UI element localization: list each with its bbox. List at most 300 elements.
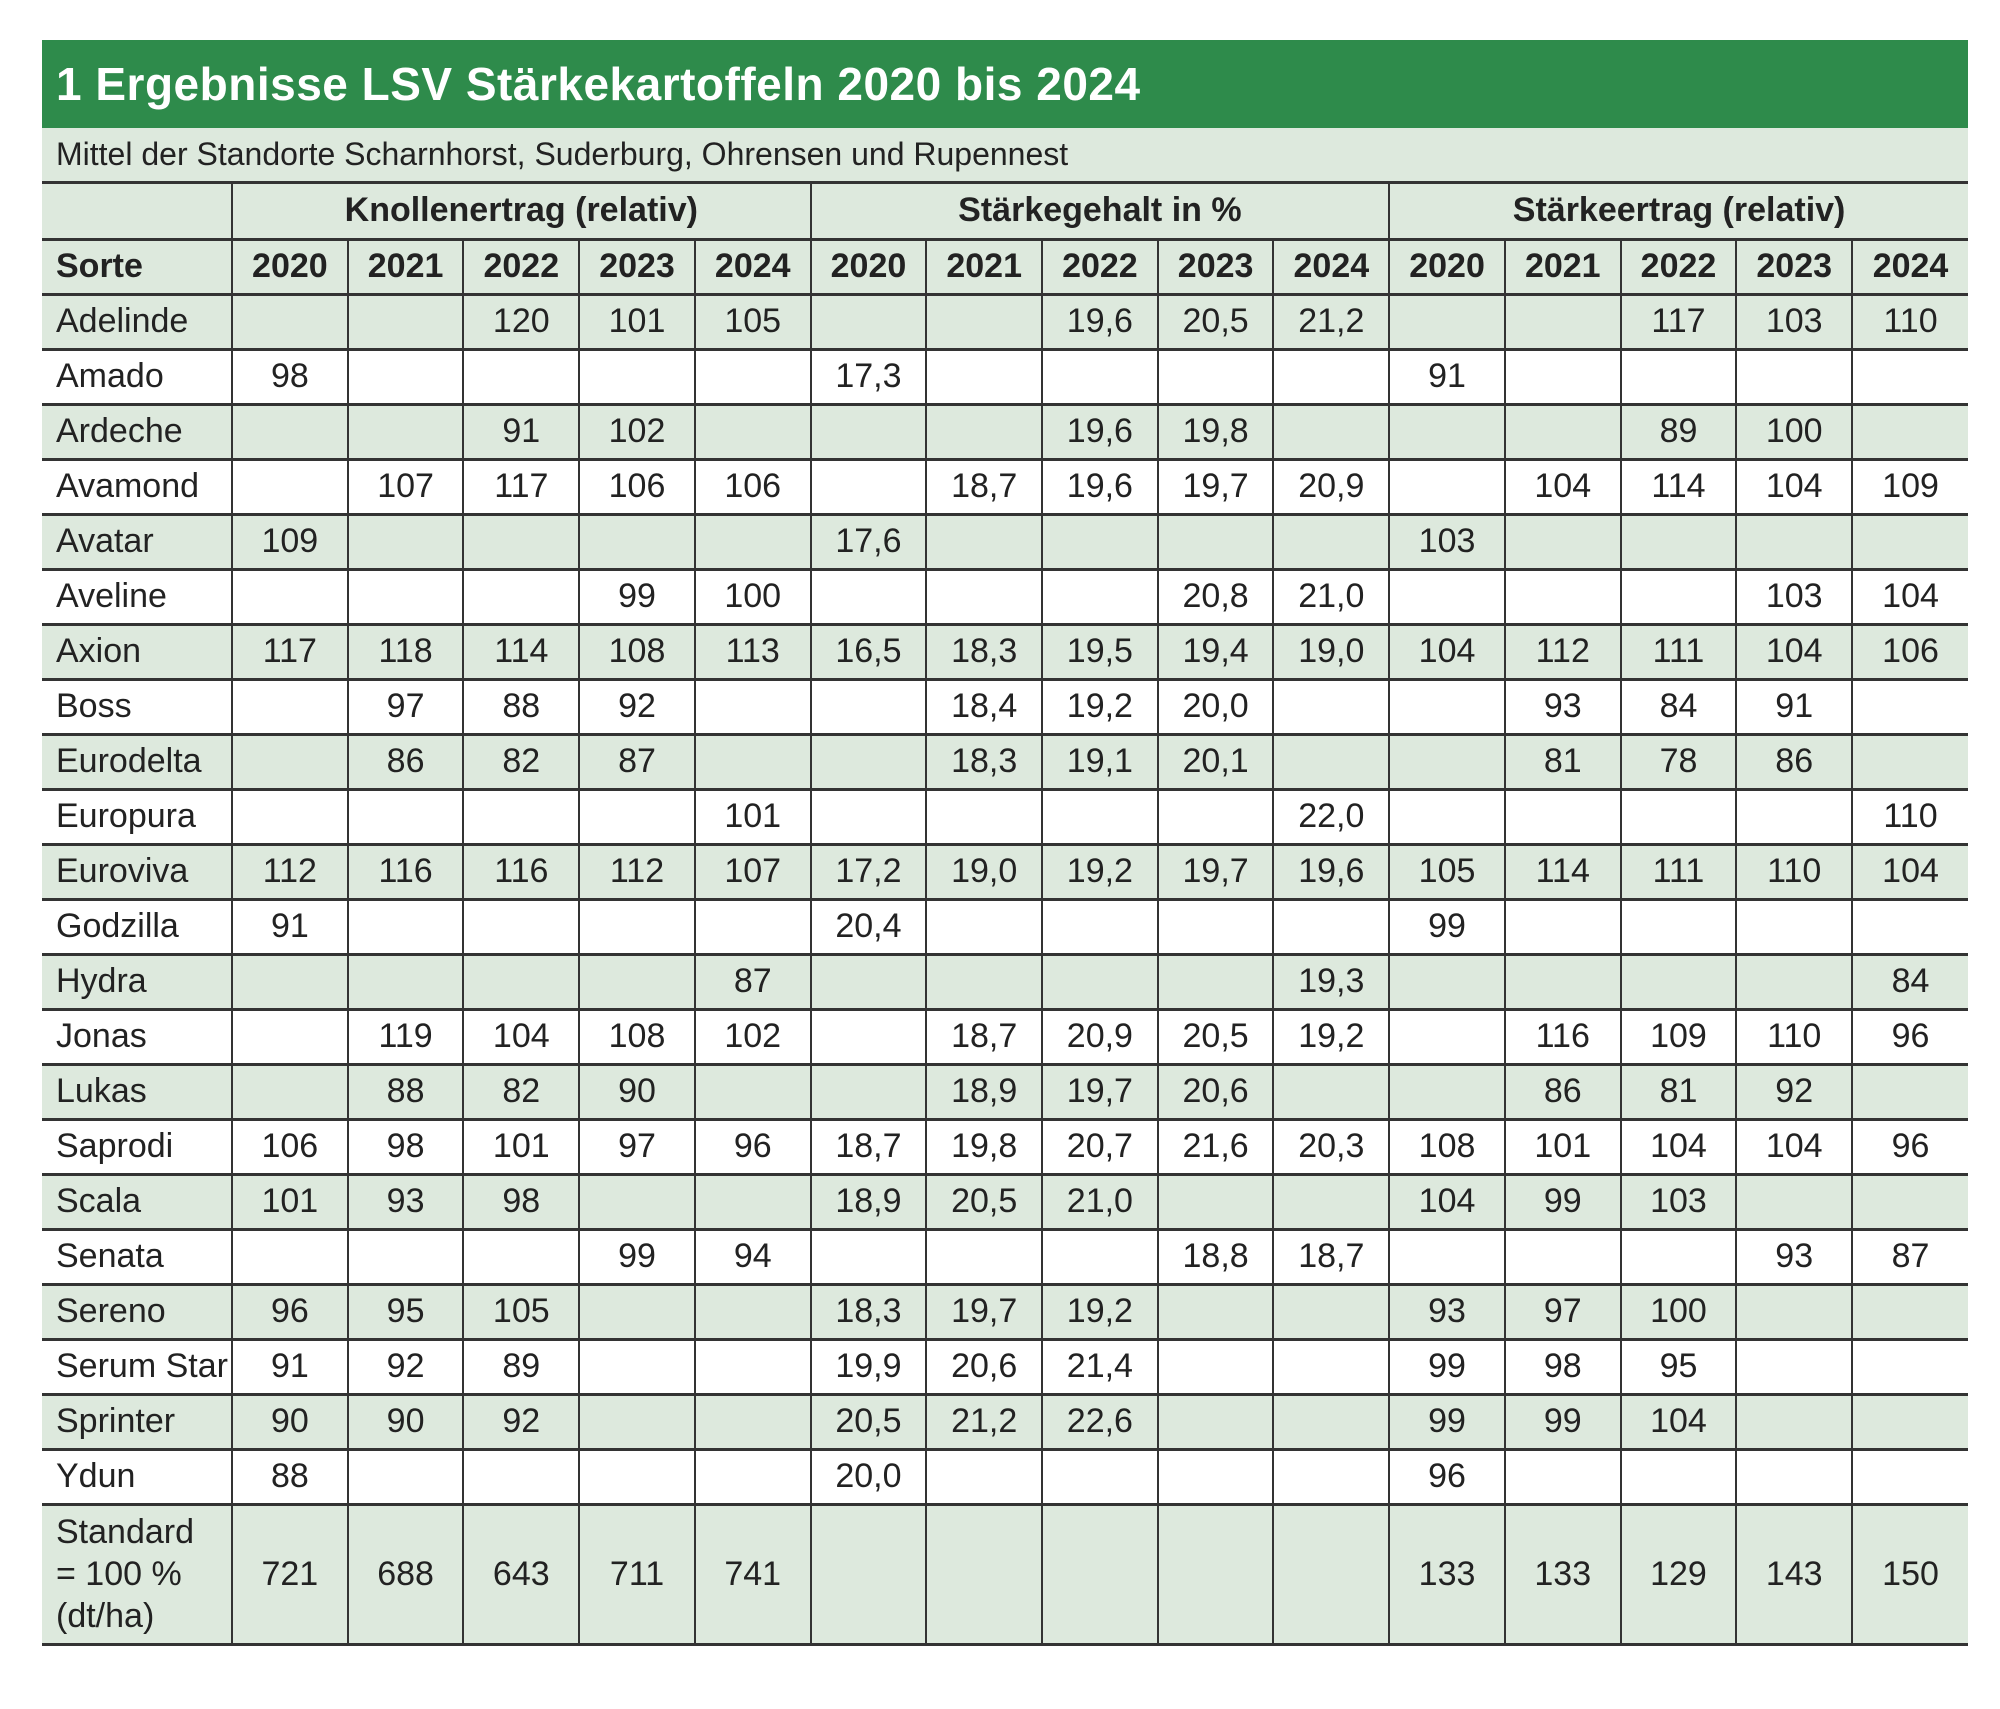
value-cell	[1158, 1284, 1274, 1339]
value-cell	[1505, 294, 1621, 349]
standard-value-cell: 711	[579, 1504, 695, 1644]
value-cell: 20,8	[1158, 569, 1274, 624]
value-cell	[1273, 679, 1389, 734]
value-cell	[232, 294, 348, 349]
sorte-cell: Sprinter	[42, 1394, 232, 1449]
value-cell	[695, 1339, 811, 1394]
table-title: 1 Ergebnisse LSV Stärkekartoffeln 2020 bis 2024	[42, 40, 1968, 128]
value-cell	[579, 1174, 695, 1229]
value-cell	[811, 679, 927, 734]
value-cell: 99	[1389, 1339, 1505, 1394]
value-cell: 93	[1389, 1284, 1505, 1339]
standard-value-cell	[926, 1504, 1042, 1644]
standard-label-line: Standard	[56, 1513, 194, 1551]
value-cell: 91	[1389, 349, 1505, 404]
value-cell: 87	[1852, 1229, 1968, 1284]
value-cell: 20,9	[1273, 459, 1389, 514]
value-cell: 116	[463, 844, 579, 899]
table-row	[42, 1394, 1968, 1449]
value-cell	[232, 1064, 348, 1119]
table-row	[42, 404, 1968, 459]
value-cell: 106	[695, 459, 811, 514]
value-cell	[463, 789, 579, 844]
value-cell: 20,4	[811, 899, 927, 954]
value-cell: 91	[463, 404, 579, 459]
value-cell: 20,1	[1158, 734, 1274, 789]
value-cell: 20,0	[811, 1449, 927, 1504]
sorte-cell: Europura	[42, 789, 232, 844]
value-cell	[1273, 1394, 1389, 1449]
value-cell	[579, 954, 695, 1009]
value-cell: 93	[1736, 1229, 1852, 1284]
value-cell: 108	[579, 1009, 695, 1064]
value-cell: 17,6	[811, 514, 927, 569]
value-cell: 101	[463, 1119, 579, 1174]
value-cell	[1852, 514, 1968, 569]
value-cell	[232, 734, 348, 789]
value-cell	[1158, 1394, 1274, 1449]
table-row	[42, 1449, 1968, 1504]
value-cell	[1158, 1449, 1274, 1504]
value-cell: 106	[1852, 624, 1968, 679]
value-cell: 100	[1736, 404, 1852, 459]
value-cell: 106	[579, 459, 695, 514]
value-cell	[1621, 1449, 1737, 1504]
value-cell: 104	[1852, 844, 1968, 899]
value-cell	[1042, 1229, 1158, 1284]
year-header-row	[42, 239, 1968, 294]
standard-value-cell	[1273, 1504, 1389, 1644]
value-cell: 19,7	[926, 1284, 1042, 1339]
table-row	[42, 789, 1968, 844]
value-cell: 118	[348, 624, 464, 679]
value-cell: 21,2	[1273, 294, 1389, 349]
value-cell	[811, 1229, 927, 1284]
value-cell: 19,6	[1042, 404, 1158, 459]
table-row	[42, 514, 1968, 569]
value-cell: 101	[579, 294, 695, 349]
value-cell: 18,7	[926, 459, 1042, 514]
value-cell: 22,0	[1273, 789, 1389, 844]
value-cell	[1852, 1284, 1968, 1339]
value-cell	[1042, 514, 1158, 569]
value-cell: 86	[348, 734, 464, 789]
value-cell: 18,4	[926, 679, 1042, 734]
value-cell	[811, 1009, 927, 1064]
value-cell	[695, 514, 811, 569]
value-cell	[1505, 899, 1621, 954]
value-cell: 95	[348, 1284, 464, 1339]
value-cell: 21,2	[926, 1394, 1042, 1449]
value-cell: 102	[579, 404, 695, 459]
value-cell: 117	[463, 459, 579, 514]
table-row	[42, 1284, 1968, 1339]
sorte-cell: Adelinde	[42, 294, 232, 349]
value-cell	[1273, 404, 1389, 459]
value-cell: 109	[1621, 1009, 1737, 1064]
value-cell	[1389, 954, 1505, 1009]
value-cell: 103	[1389, 514, 1505, 569]
value-cell: 99	[579, 1229, 695, 1284]
value-cell: 21,4	[1042, 1339, 1158, 1394]
year-header: 2021	[348, 239, 464, 294]
value-cell: 17,2	[811, 844, 927, 899]
value-cell	[1389, 294, 1505, 349]
value-cell	[811, 569, 927, 624]
value-cell: 110	[1736, 844, 1852, 899]
header-empty-cell	[42, 184, 232, 239]
value-cell: 17,3	[811, 349, 927, 404]
value-cell: 98	[1505, 1339, 1621, 1394]
standard-value-cell: 133	[1389, 1504, 1505, 1644]
value-cell: 88	[463, 679, 579, 734]
sorte-cell: Scala	[42, 1174, 232, 1229]
value-cell: 98	[232, 349, 348, 404]
value-cell: 114	[1621, 459, 1737, 514]
value-cell	[1736, 1284, 1852, 1339]
value-cell: 92	[348, 1339, 464, 1394]
value-cell	[926, 404, 1042, 459]
value-cell	[811, 1064, 927, 1119]
value-cell	[348, 569, 464, 624]
value-cell: 91	[232, 1339, 348, 1394]
value-cell: 18,7	[926, 1009, 1042, 1064]
value-cell: 92	[579, 679, 695, 734]
sorte-cell: Ardeche	[42, 404, 232, 459]
value-cell: 117	[1621, 294, 1737, 349]
value-cell: 104	[1389, 624, 1505, 679]
value-cell: 90	[232, 1394, 348, 1449]
value-cell	[348, 404, 464, 459]
value-cell	[695, 1394, 811, 1449]
value-cell: 108	[1389, 1119, 1505, 1174]
table-row	[42, 1229, 1968, 1284]
table-row	[42, 734, 1968, 789]
value-cell: 101	[1505, 1119, 1621, 1174]
value-cell: 96	[1852, 1119, 1968, 1174]
value-cell	[1505, 1229, 1621, 1284]
value-cell: 20,5	[1158, 294, 1274, 349]
value-cell	[1621, 1229, 1737, 1284]
value-cell: 114	[1505, 844, 1621, 899]
value-cell	[926, 1229, 1042, 1284]
sorte-cell: Godzilla	[42, 899, 232, 954]
table-row	[42, 954, 1968, 1009]
value-cell	[579, 789, 695, 844]
value-cell: 19,9	[811, 1339, 927, 1394]
value-cell	[1389, 734, 1505, 789]
group-header-row	[42, 184, 1968, 239]
sorte-cell: Saprodi	[42, 1119, 232, 1174]
value-cell	[232, 954, 348, 1009]
value-cell: 18,7	[1273, 1229, 1389, 1284]
value-cell: 18,8	[1158, 1229, 1274, 1284]
sorte-cell: Avamond	[42, 459, 232, 514]
value-cell: 82	[463, 1064, 579, 1119]
value-cell	[579, 514, 695, 569]
value-cell: 18,9	[811, 1174, 927, 1229]
value-cell: 104	[1736, 1119, 1852, 1174]
results-table-panel	[42, 40, 1968, 1646]
value-cell: 19,4	[1158, 624, 1274, 679]
value-cell: 84	[1852, 954, 1968, 1009]
standard-value-cell: 643	[463, 1504, 579, 1644]
value-cell: 20,0	[1158, 679, 1274, 734]
value-cell	[1389, 1229, 1505, 1284]
value-cell	[1505, 349, 1621, 404]
value-cell	[1273, 1449, 1389, 1504]
value-cell	[232, 569, 348, 624]
value-cell	[811, 734, 927, 789]
value-cell: 104	[1389, 1174, 1505, 1229]
value-cell	[348, 349, 464, 404]
value-cell	[579, 1284, 695, 1339]
value-cell: 19,6	[1042, 459, 1158, 514]
value-cell	[1042, 569, 1158, 624]
value-cell: 18,3	[926, 734, 1042, 789]
value-cell: 101	[232, 1174, 348, 1229]
standard-value-cell: 688	[348, 1504, 464, 1644]
group-header-knollenertrag: Knollenertrag (relativ)	[232, 184, 811, 239]
value-cell	[348, 294, 464, 349]
value-cell: 20,5	[926, 1174, 1042, 1229]
value-cell: 19,6	[1042, 294, 1158, 349]
standard-value-cell: 143	[1736, 1504, 1852, 1644]
value-cell: 96	[232, 1284, 348, 1339]
standard-value-cell: 150	[1852, 1504, 1968, 1644]
value-cell	[695, 349, 811, 404]
value-cell: 104	[1736, 459, 1852, 514]
year-header: 2024	[1852, 239, 1968, 294]
year-header: 2020	[1389, 239, 1505, 294]
value-cell	[348, 1229, 464, 1284]
value-cell: 111	[1621, 844, 1737, 899]
value-cell	[1736, 1394, 1852, 1449]
value-cell: 97	[579, 1119, 695, 1174]
value-cell: 20,5	[811, 1394, 927, 1449]
value-cell	[579, 349, 695, 404]
value-cell: 19,8	[1158, 404, 1274, 459]
value-cell	[1736, 1174, 1852, 1229]
value-cell: 19,2	[1042, 1284, 1158, 1339]
value-cell: 91	[1736, 679, 1852, 734]
table-row	[42, 1009, 1968, 1064]
value-cell	[1389, 569, 1505, 624]
standard-value-cell: 129	[1621, 1504, 1737, 1644]
value-cell	[1736, 954, 1852, 1009]
value-cell	[1736, 349, 1852, 404]
sorte-cell: Euroviva	[42, 844, 232, 899]
value-cell	[579, 1449, 695, 1504]
value-cell: 93	[348, 1174, 464, 1229]
table-row	[42, 899, 1968, 954]
value-cell	[1852, 1064, 1968, 1119]
value-cell: 19,2	[1042, 679, 1158, 734]
value-cell: 104	[1621, 1119, 1737, 1174]
value-cell	[695, 734, 811, 789]
value-cell: 109	[232, 514, 348, 569]
year-header: 2020	[811, 239, 927, 294]
value-cell: 100	[695, 569, 811, 624]
value-cell: 105	[463, 1284, 579, 1339]
value-cell	[1736, 899, 1852, 954]
year-header: 2022	[463, 239, 579, 294]
value-cell: 18,3	[926, 624, 1042, 679]
value-cell: 86	[1505, 1064, 1621, 1119]
value-cell	[695, 679, 811, 734]
sorte-cell: Amado	[42, 349, 232, 404]
value-cell: 108	[579, 624, 695, 679]
value-cell	[1852, 1394, 1968, 1449]
value-cell: 22,6	[1042, 1394, 1158, 1449]
value-cell: 120	[463, 294, 579, 349]
value-cell	[1042, 789, 1158, 844]
value-cell: 90	[579, 1064, 695, 1119]
year-header: 2023	[579, 239, 695, 294]
value-cell: 88	[232, 1449, 348, 1504]
group-header-staerkeertrag: Stärkeertrag (relativ)	[1389, 184, 1968, 239]
value-cell: 20,6	[1158, 1064, 1274, 1119]
table-row	[42, 569, 1968, 624]
value-cell	[1505, 1449, 1621, 1504]
value-cell	[1389, 1009, 1505, 1064]
value-cell: 97	[1505, 1284, 1621, 1339]
value-cell	[926, 514, 1042, 569]
value-cell	[232, 1009, 348, 1064]
standard-label-line: (dt/ha)	[56, 1597, 155, 1635]
value-cell: 87	[579, 734, 695, 789]
value-cell: 112	[579, 844, 695, 899]
value-cell	[1158, 954, 1274, 1009]
sorte-cell: Hydra	[42, 954, 232, 1009]
value-cell	[232, 679, 348, 734]
value-cell	[1852, 1174, 1968, 1229]
value-cell: 86	[1736, 734, 1852, 789]
value-cell	[463, 514, 579, 569]
value-cell: 116	[348, 844, 464, 899]
value-cell	[926, 294, 1042, 349]
year-header: 2022	[1621, 239, 1737, 294]
group-header-staerkegehalt: Stärkegehalt in %	[811, 184, 1390, 239]
value-cell: 117	[232, 624, 348, 679]
value-cell: 19,7	[1158, 459, 1274, 514]
value-cell: 111	[1621, 624, 1737, 679]
value-cell: 81	[1505, 734, 1621, 789]
value-cell	[1042, 1449, 1158, 1504]
value-cell	[232, 1229, 348, 1284]
value-cell	[463, 1449, 579, 1504]
value-cell	[1736, 1339, 1852, 1394]
value-cell	[1736, 789, 1852, 844]
standard-label-cell	[42, 1504, 232, 1644]
value-cell	[232, 459, 348, 514]
value-cell	[811, 404, 927, 459]
value-cell	[695, 1064, 811, 1119]
value-cell	[1852, 1339, 1968, 1394]
value-cell	[463, 899, 579, 954]
table-row	[42, 1064, 1968, 1119]
value-cell	[695, 1449, 811, 1504]
sorte-header: Sorte	[42, 239, 232, 294]
value-cell	[1621, 899, 1737, 954]
value-cell	[1273, 514, 1389, 569]
table-row	[42, 624, 1968, 679]
value-cell: 104	[1852, 569, 1968, 624]
standard-value-cell: 133	[1505, 1504, 1621, 1644]
value-cell	[1158, 899, 1274, 954]
standard-row	[42, 1504, 1968, 1644]
value-cell	[1158, 514, 1274, 569]
value-cell: 20,6	[926, 1339, 1042, 1394]
value-cell	[348, 954, 464, 1009]
value-cell	[1736, 1449, 1852, 1504]
value-cell: 119	[348, 1009, 464, 1064]
value-cell	[463, 349, 579, 404]
table-body	[42, 294, 1968, 1644]
value-cell: 105	[695, 294, 811, 349]
value-cell	[348, 514, 464, 569]
value-cell	[1505, 514, 1621, 569]
sorte-cell: Boss	[42, 679, 232, 734]
value-cell: 104	[463, 1009, 579, 1064]
value-cell: 18,9	[926, 1064, 1042, 1119]
value-cell: 88	[348, 1064, 464, 1119]
year-header: 2021	[926, 239, 1042, 294]
value-cell: 96	[1389, 1449, 1505, 1504]
table-row	[42, 1339, 1968, 1394]
value-cell	[1505, 789, 1621, 844]
value-cell: 82	[463, 734, 579, 789]
value-cell	[1042, 954, 1158, 1009]
value-cell	[232, 789, 348, 844]
value-cell: 92	[1736, 1064, 1852, 1119]
value-cell	[1389, 679, 1505, 734]
value-cell: 109	[1852, 459, 1968, 514]
standard-label-line: = 100 %	[56, 1555, 182, 1593]
value-cell	[811, 954, 927, 1009]
value-cell: 98	[463, 1174, 579, 1229]
value-cell	[1852, 404, 1968, 459]
value-cell	[1158, 789, 1274, 844]
table-row	[42, 294, 1968, 349]
value-cell: 102	[695, 1009, 811, 1064]
sorte-cell: Aveline	[42, 569, 232, 624]
value-cell	[1158, 1174, 1274, 1229]
value-cell: 105	[1389, 844, 1505, 899]
year-header: 2020	[232, 239, 348, 294]
standard-value-cell: 741	[695, 1504, 811, 1644]
value-cell	[926, 569, 1042, 624]
value-cell	[232, 404, 348, 459]
table-row	[42, 1119, 1968, 1174]
value-cell	[1042, 899, 1158, 954]
value-cell	[695, 1174, 811, 1229]
sorte-cell: Ydun	[42, 1449, 232, 1504]
value-cell	[463, 954, 579, 1009]
value-cell: 21,0	[1273, 569, 1389, 624]
value-cell	[926, 349, 1042, 404]
value-cell: 16,5	[811, 624, 927, 679]
value-cell: 92	[463, 1394, 579, 1449]
value-cell: 112	[232, 844, 348, 899]
value-cell: 106	[232, 1119, 348, 1174]
value-cell: 103	[1621, 1174, 1737, 1229]
table-row	[42, 1174, 1968, 1229]
table-row	[42, 349, 1968, 404]
value-cell: 101	[695, 789, 811, 844]
value-cell	[1505, 954, 1621, 1009]
value-cell	[1621, 789, 1737, 844]
